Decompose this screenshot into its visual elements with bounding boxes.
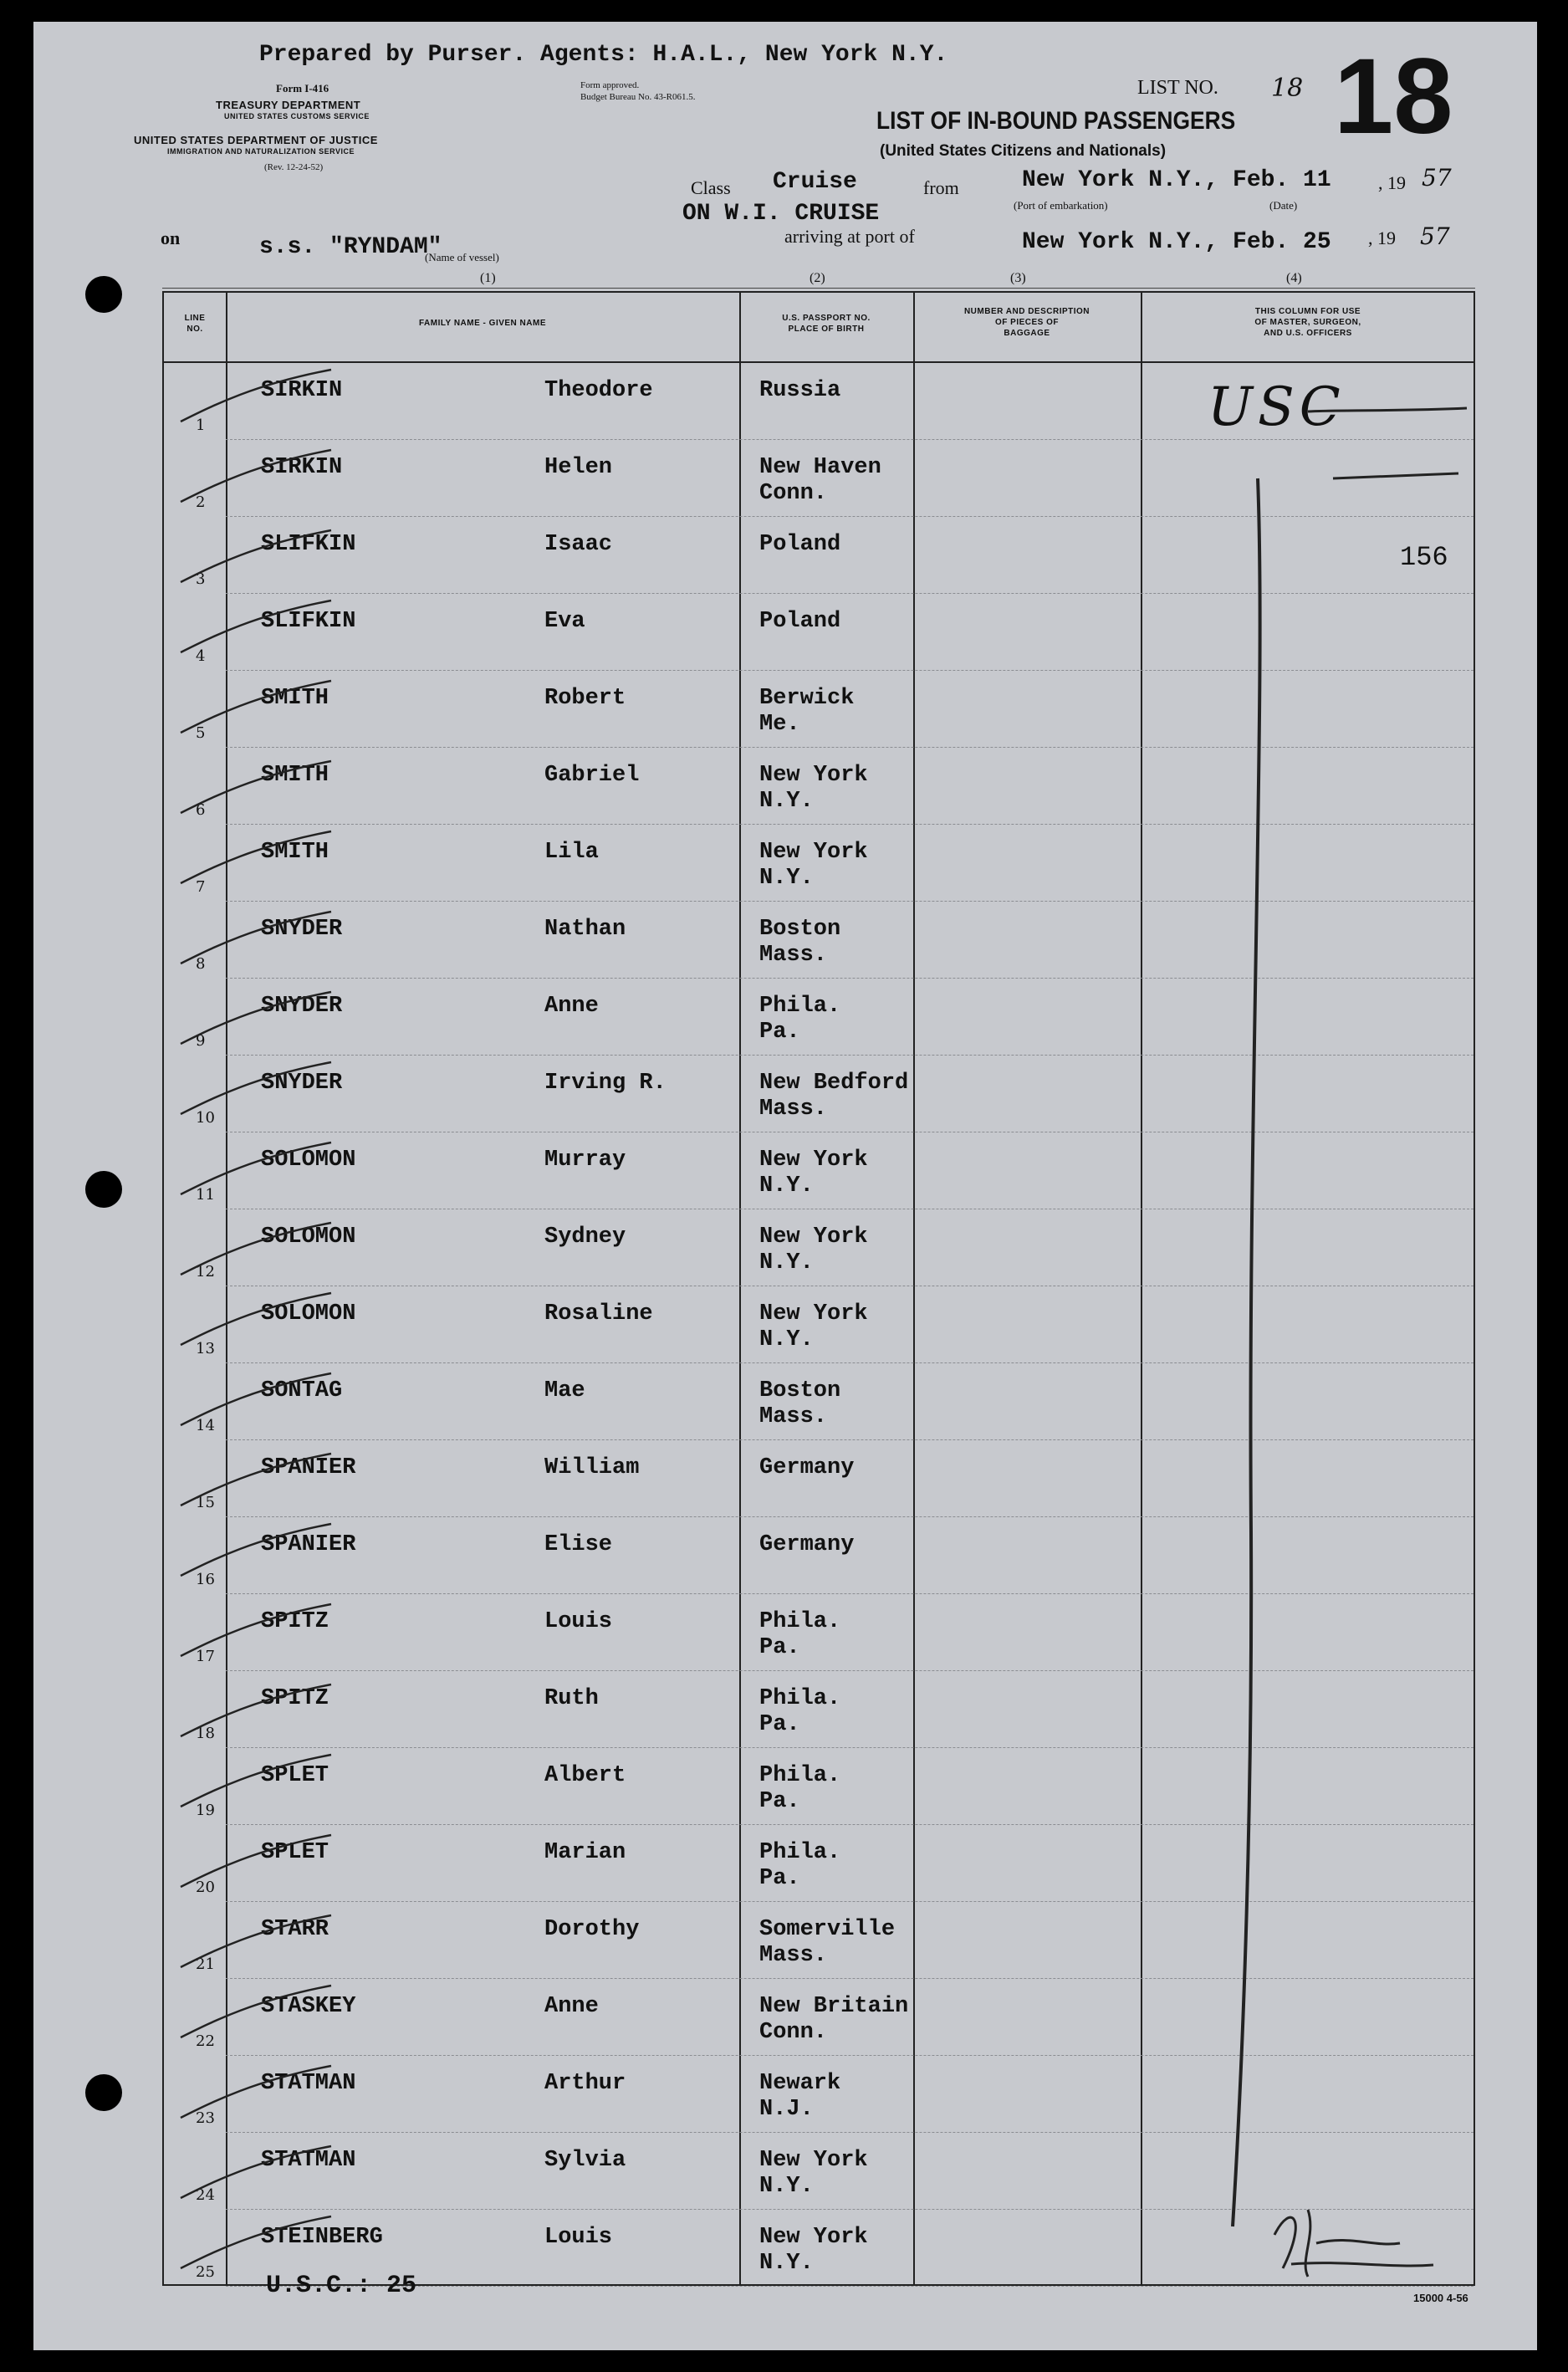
on-label: on xyxy=(161,227,181,248)
birthplace-line-1: Germany xyxy=(759,1455,855,1480)
use-mark-tail xyxy=(1308,408,1467,412)
given-name: Sylvia xyxy=(544,2148,626,2173)
header-baggage-2: OF PIECES OF xyxy=(994,318,1059,327)
from-year-hand: 57 xyxy=(1422,164,1452,192)
birthplace-line-2: N.Y. xyxy=(759,789,814,814)
family-name: SMITH xyxy=(261,686,329,711)
birthplace-line-1: Phila. xyxy=(759,1763,841,1788)
birthplace-line-2: Mass. xyxy=(759,943,828,968)
birthplace-line-1: Poland xyxy=(759,532,841,557)
check-mark xyxy=(164,825,415,902)
document-subtitle: (United States Citizens and Nationals) xyxy=(880,142,1167,160)
family-name: STATMAN xyxy=(261,2071,356,2096)
line-number: 21 xyxy=(196,1955,215,1973)
given-name: Marian xyxy=(544,1840,626,1865)
given-name: Sydney xyxy=(544,1224,626,1250)
line-number: 23 xyxy=(196,2109,215,2127)
line-number: 7 xyxy=(196,878,206,896)
birthplace-line-1: Phila. xyxy=(759,1840,841,1865)
given-name: Irving R. xyxy=(544,1071,667,1096)
check-mark xyxy=(164,1517,415,1594)
check-mark xyxy=(164,671,415,748)
birthplace-line-2: N.Y. xyxy=(759,866,814,891)
family-name: SIRKIN xyxy=(261,455,343,480)
birthplace-line-2: N.Y. xyxy=(759,2251,814,2276)
arriving-year-printed: , 19 xyxy=(1368,227,1396,248)
birthplace-line-1: New York xyxy=(759,763,868,788)
birthplace-line-1: New York xyxy=(759,840,868,865)
given-name: Albert xyxy=(544,1763,626,1788)
passenger-table xyxy=(162,291,1475,2286)
given-name: Louis xyxy=(544,2225,613,2250)
list-no-value: 18 xyxy=(1271,74,1304,103)
check-mark xyxy=(164,594,415,671)
given-name: Lila xyxy=(544,840,599,865)
prepared-by-line: Prepared by Purser. Agents: H.A.L., New York N.Y. xyxy=(259,42,948,68)
from-label: from xyxy=(923,177,959,198)
birthplace-line-2: Mass. xyxy=(759,1943,828,1968)
column-number-4: (4) xyxy=(1286,271,1302,285)
line-number: 5 xyxy=(196,724,206,742)
birthplace-line-2: N.Y. xyxy=(759,1250,814,1275)
header-officers-2: OF MASTER, SURGEON, xyxy=(1254,318,1361,327)
header-line-no-1: LINE xyxy=(184,314,206,323)
birthplace-line-1: Boston xyxy=(759,917,841,942)
family-name: STATMAN xyxy=(261,2148,356,2173)
birthplace-line-2: Me. xyxy=(759,712,800,737)
immigration-service: IMMIGRATION AND NATURALIZATION SERVICE xyxy=(167,147,355,156)
class-label: Class xyxy=(691,177,731,198)
family-name: STARR xyxy=(261,1917,329,1942)
treasury-department: TREASURY DEPARTMENT xyxy=(216,99,361,111)
birthplace-line-2: Pa. xyxy=(759,1712,800,1737)
given-name: Isaac xyxy=(544,532,613,557)
check-mark xyxy=(164,1748,415,1825)
dash-mark xyxy=(1333,473,1458,478)
birthplace-line-2: Conn. xyxy=(759,2020,828,2045)
header-officers-1: THIS COLUMN FOR USE xyxy=(1254,307,1361,316)
given-name: Murray xyxy=(544,1148,626,1173)
check-mark xyxy=(164,1671,415,1748)
family-name: SIRKIN xyxy=(261,378,343,403)
column-number-3: (3) xyxy=(1010,271,1026,285)
family-name: STEINBERG xyxy=(261,2225,383,2250)
birthplace-line-1: New York xyxy=(759,2225,868,2250)
line-number: 10 xyxy=(196,1109,215,1127)
document-title: LIST OF IN-BOUND PASSENGERS xyxy=(876,107,1236,135)
given-name: Ruth xyxy=(544,1686,599,1711)
check-mark xyxy=(164,1209,415,1286)
check-mark xyxy=(164,1979,415,2056)
birthplace-line-1: New York xyxy=(759,1224,868,1250)
use-mark: USC xyxy=(1208,376,1346,438)
column-number-2: (2) xyxy=(810,271,825,285)
birthplace-line-2: Mass. xyxy=(759,1097,828,1122)
birthplace-line-2: Pa. xyxy=(759,1635,800,1660)
birthplace-line-1: Berwick xyxy=(759,686,855,711)
check-mark xyxy=(164,1286,415,1363)
family-name: SOLOMON xyxy=(261,1224,356,1250)
given-name: Anne xyxy=(544,1994,599,2019)
check-mark xyxy=(164,1440,415,1517)
line-number: 19 xyxy=(196,1802,215,1819)
check-mark xyxy=(164,979,415,1056)
punch-hole-middle xyxy=(85,1171,122,1208)
family-name: SPANIER xyxy=(261,1532,356,1557)
check-mark xyxy=(164,748,415,825)
line-number: 3 xyxy=(196,570,206,588)
from-value: New York N.Y., Feb. 11 xyxy=(1022,167,1331,193)
line-number: 1 xyxy=(196,417,206,434)
check-mark xyxy=(164,2056,415,2133)
family-name: SLIFKIN xyxy=(261,532,356,557)
line-number: 9 xyxy=(196,1032,206,1050)
given-name: William xyxy=(544,1455,640,1480)
given-name: Arthur xyxy=(544,2071,626,2096)
header-passport-1: U.S. PASSPORT NO. xyxy=(782,314,871,323)
birthplace-line-1: Germany xyxy=(759,1532,855,1557)
birthplace-line-1: Poland xyxy=(759,609,841,634)
line-number: 8 xyxy=(196,955,206,973)
birthplace-line-2: N.Y. xyxy=(759,1173,814,1199)
line-number: 11 xyxy=(196,1186,215,1204)
birthplace-line-1: Phila. xyxy=(759,1686,841,1711)
cruise-label: ON W.I. CRUISE xyxy=(682,201,880,227)
birthplace-line-1: Russia xyxy=(759,378,841,403)
family-name: SPLET xyxy=(261,1763,329,1788)
check-mark xyxy=(164,363,415,440)
check-mark xyxy=(164,517,415,594)
line-number: 12 xyxy=(196,1263,215,1281)
header-line-no-2: NO. xyxy=(186,325,203,334)
header-line-no xyxy=(164,313,226,335)
vessel-caption: (Name of vessel) xyxy=(425,251,499,263)
arriving-label: arriving at port of xyxy=(784,226,915,247)
line-number: 17 xyxy=(196,1648,215,1665)
family-name: SMITH xyxy=(261,763,329,788)
family-name: SONTAG xyxy=(261,1378,343,1403)
check-mark xyxy=(164,2133,415,2210)
column-number-rule xyxy=(162,288,1475,289)
form-number: Form I-416 xyxy=(276,82,329,95)
line-number: 15 xyxy=(196,1494,215,1511)
birthplace-line-1: Phila. xyxy=(759,994,841,1019)
line-number: 13 xyxy=(196,1340,215,1357)
birthplace-line-1: Boston xyxy=(759,1378,841,1403)
family-name: SOLOMON xyxy=(261,1148,356,1173)
arriving-value: New York N.Y., Feb. 25 xyxy=(1022,229,1331,255)
birthplace-line-1: Somerville xyxy=(759,1917,896,1942)
port-embarkation-caption: (Port of embarkation) xyxy=(1014,199,1108,212)
birthplace-line-1: New Haven xyxy=(759,455,881,480)
list-no-label: LIST NO. xyxy=(1137,77,1218,99)
given-name: Helen xyxy=(544,455,613,480)
family-name: SNYDER xyxy=(261,1071,343,1096)
usc-count: U.S.C.: 25 xyxy=(266,2272,417,2300)
customs-service: UNITED STATES CUSTOMS SERVICE xyxy=(224,112,370,120)
line-number: 6 xyxy=(196,801,206,819)
birthplace-line-2: N.Y. xyxy=(759,1327,814,1352)
header-passport-2: PLACE OF BIRTH xyxy=(788,325,865,334)
given-name: Louis xyxy=(544,1609,613,1634)
department-of-justice: UNITED STATES DEPARTMENT OF JUSTICE xyxy=(134,134,378,146)
header-baggage-1: NUMBER AND DESCRIPTION xyxy=(963,307,1090,316)
line-number: 18 xyxy=(196,1725,215,1742)
family-name: SMITH xyxy=(261,840,329,865)
revision-date: (Rev. 12-24-52) xyxy=(264,162,324,172)
list-big-number: 18 xyxy=(1334,37,1453,156)
form-approved: Form approved. xyxy=(580,80,640,90)
birthplace-line-2: Pa. xyxy=(759,1020,800,1045)
given-name: Elise xyxy=(544,1532,613,1557)
birthplace-line-2: Pa. xyxy=(759,1789,800,1814)
line-number: 4 xyxy=(196,647,206,665)
birthplace-line-1: Newark xyxy=(759,2071,841,2096)
given-name: Eva xyxy=(544,609,585,634)
check-mark xyxy=(164,1132,415,1209)
line-number: 2 xyxy=(196,493,206,511)
line-number: 20 xyxy=(196,1879,215,1896)
given-name: Robert xyxy=(544,686,626,711)
check-mark xyxy=(164,1902,415,1979)
check-mark xyxy=(164,1594,415,1671)
print-code: 15000 4-56 xyxy=(1413,2292,1468,2304)
header-officers xyxy=(1141,306,1475,339)
given-name: Nathan xyxy=(544,917,626,942)
from-year-printed: , 19 xyxy=(1378,172,1406,193)
line-number: 25 xyxy=(196,2263,215,2281)
header-passport xyxy=(739,313,913,335)
family-name: SNYDER xyxy=(261,994,343,1019)
birthplace-line-2: N.J. xyxy=(759,2097,814,2122)
family-name: SNYDER xyxy=(261,917,343,942)
line-number: 16 xyxy=(196,1571,215,1588)
given-name: Mae xyxy=(544,1378,585,1403)
budget-bureau: Budget Bureau No. 43-R061.5. xyxy=(580,92,696,102)
birthplace-line-2: Mass. xyxy=(759,1404,828,1429)
birthplace-line-2: Pa. xyxy=(759,1866,800,1891)
header-baggage xyxy=(913,306,1141,339)
given-name: Theodore xyxy=(544,378,653,403)
officer-initials xyxy=(1274,2210,1433,2277)
date-caption: (Date) xyxy=(1269,199,1298,212)
check-mark xyxy=(164,902,415,979)
given-name: Rosaline xyxy=(544,1301,653,1327)
birthplace-line-1: New York xyxy=(759,1301,868,1327)
header-baggage-3: BAGGAGE xyxy=(1004,329,1050,338)
birthplace-line-2: N.Y. xyxy=(759,2174,814,2199)
birthplace-line-1: New York xyxy=(759,1148,868,1173)
birthplace-line-1: New Bedford xyxy=(759,1071,909,1096)
given-name: Dorothy xyxy=(544,1917,640,1942)
birthplace-line-1: Phila. xyxy=(759,1609,841,1634)
header-name: FAMILY NAME - GIVEN NAME xyxy=(418,319,546,328)
arriving-year-hand: 57 xyxy=(1420,222,1450,250)
check-mark xyxy=(164,1056,415,1132)
given-name: Gabriel xyxy=(544,763,640,788)
line-number: 24 xyxy=(196,2186,215,2204)
check-mark xyxy=(164,1363,415,1440)
column-number-1: (1) xyxy=(480,271,496,285)
number-156: 156 xyxy=(1400,542,1448,573)
family-name: SLIFKIN xyxy=(261,609,356,634)
class-value: Cruise xyxy=(773,169,857,195)
long-vertical-line xyxy=(1233,478,1260,2226)
family-name: SPLET xyxy=(261,1840,329,1865)
vessel-name: s.s. "RYNDAM" xyxy=(259,234,442,260)
punch-hole-top xyxy=(85,276,122,313)
officer-marks xyxy=(1141,361,1475,2285)
given-name: Anne xyxy=(544,994,599,1019)
birthplace-line-1: New Britain xyxy=(759,1994,909,2019)
birthplace-line-2: Conn. xyxy=(759,481,828,506)
family-name: SPANIER xyxy=(261,1455,356,1480)
line-number: 14 xyxy=(196,1417,215,1434)
family-name: SPITZ xyxy=(261,1609,329,1634)
family-name: SOLOMON xyxy=(261,1301,356,1327)
punch-hole-bottom xyxy=(85,2074,122,2111)
check-mark xyxy=(164,1825,415,1902)
header-officers-3: AND U.S. OFFICERS xyxy=(1264,329,1352,338)
family-name: STASKEY xyxy=(261,1994,356,2019)
check-mark xyxy=(164,440,415,517)
birthplace-line-1: New York xyxy=(759,2148,868,2173)
family-name: SPITZ xyxy=(261,1686,329,1711)
line-number: 22 xyxy=(196,2032,215,2050)
